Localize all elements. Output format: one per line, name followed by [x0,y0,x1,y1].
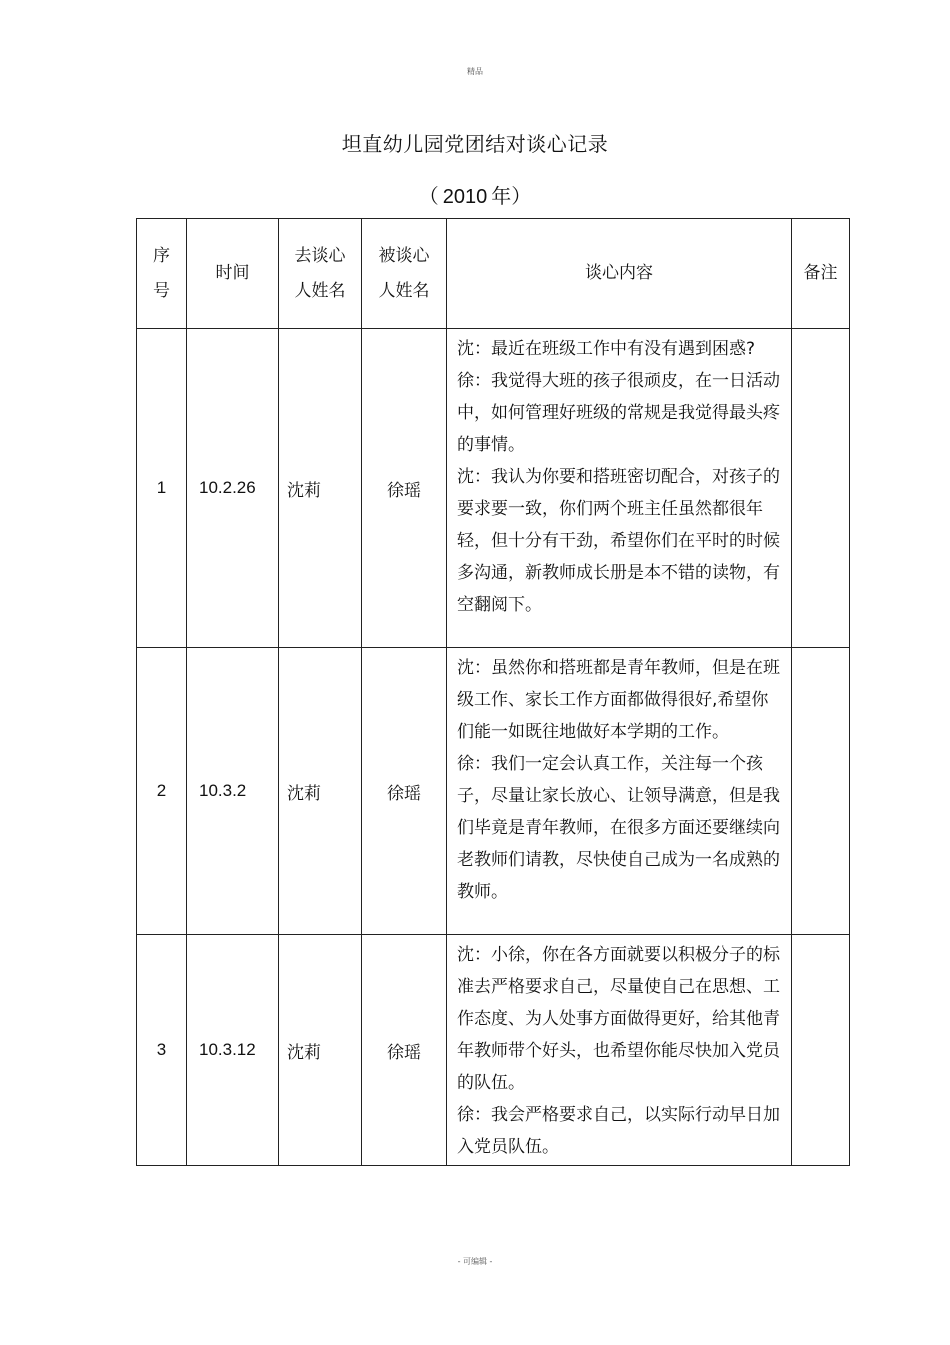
cell-remark [792,329,850,648]
content-paragraph: 徐：我觉得大班的孩子很顽皮，在一日活动中，如何管理好班级的常规是我觉得最头疼的事情。 [457,371,780,455]
header-content: 谈心内容 [447,219,792,329]
header-note: 精品 [467,67,483,76]
cell-index: 1 [137,329,187,648]
cell-remark [792,935,850,1166]
cell-index: 3 [137,935,187,1166]
header-remark: 备注 [792,219,850,329]
footer-note: - 可编辑 - [457,1257,493,1266]
cell-content [447,648,792,935]
cell-to: 徐瑶 [362,329,447,648]
header-to-line1: 被谈心 [378,245,430,266]
header-from-line2: 人姓名 [294,280,346,301]
cell-from: 沈莉 [279,935,362,1166]
cell-time: 10.3.2 [187,648,279,935]
header-index [137,219,187,329]
subtitle-open-paren: （ [418,184,439,208]
content-paragraph: 徐：我会严格要求自己，以实际行动早日加入党员队伍。 [457,1105,780,1157]
header-time: 时间 [187,219,279,329]
content-paragraph: 沈：我认为你要和搭班密切配合，对孩子的要求要一致，你们两个班主任虽然都很年轻，但十分有干劲，希望你们在平时的时候多沟通，新教师成长册是本不错的读物，有空翻阅下。 [457,467,780,615]
header-index-line2: 号 [153,280,170,301]
table-row [137,935,850,1166]
table-header-row [137,219,850,329]
content-paragraph: 沈：虽然你和搭班都是青年教师，但是在班级工作、家长工作方面都做得很好,希望你们能一如既往地做好本学期的工作。 [457,658,780,742]
records-table [136,218,850,1166]
cell-time: 10.2.26 [187,329,279,648]
header-from [279,219,362,329]
cell-from: 沈莉 [279,329,362,648]
cell-remark [792,648,850,935]
page-subtitle [0,180,950,209]
header-to-line2: 人姓名 [378,280,430,301]
cell-from: 沈莉 [279,648,362,935]
table-row [137,648,850,935]
cell-to: 徐瑶 [362,935,447,1166]
page-title: 坦直幼儿园党团结对谈心记录 [341,132,609,156]
cell-content [447,329,792,648]
table-row [137,329,850,648]
header-index-line1: 序 [153,245,170,266]
header-from-line1: 去谈心 [294,245,346,266]
content-paragraph: 徐：我们一定会认真工作，关注每一个孩子，尽量让家长放心、让领导满意，但是我们毕竟是青年教师，在很多方面还要继续向老教师们请教，尽快使自己成为一名成熟的教师。 [457,754,780,902]
cell-time: 10.3.12 [187,935,279,1166]
content-paragraph: 沈：最近在班级工作中有没有遇到困惑? [457,339,756,359]
content-paragraph: 沈：小徐，你在各方面就要以积极分子的标准去严格要求自己，尽量使自己在思想、工作态度、为人处事方面做得更好，给其他青年教师带个好头，也希望你能尽快加入党员的队伍。 [457,945,780,1093]
cell-to: 徐瑶 [362,648,447,935]
cell-index: 2 [137,648,187,935]
subtitle-close: 年） [491,184,532,208]
subtitle-year: 2010 [442,186,488,208]
header-to [362,219,447,329]
cell-content [447,935,792,1166]
